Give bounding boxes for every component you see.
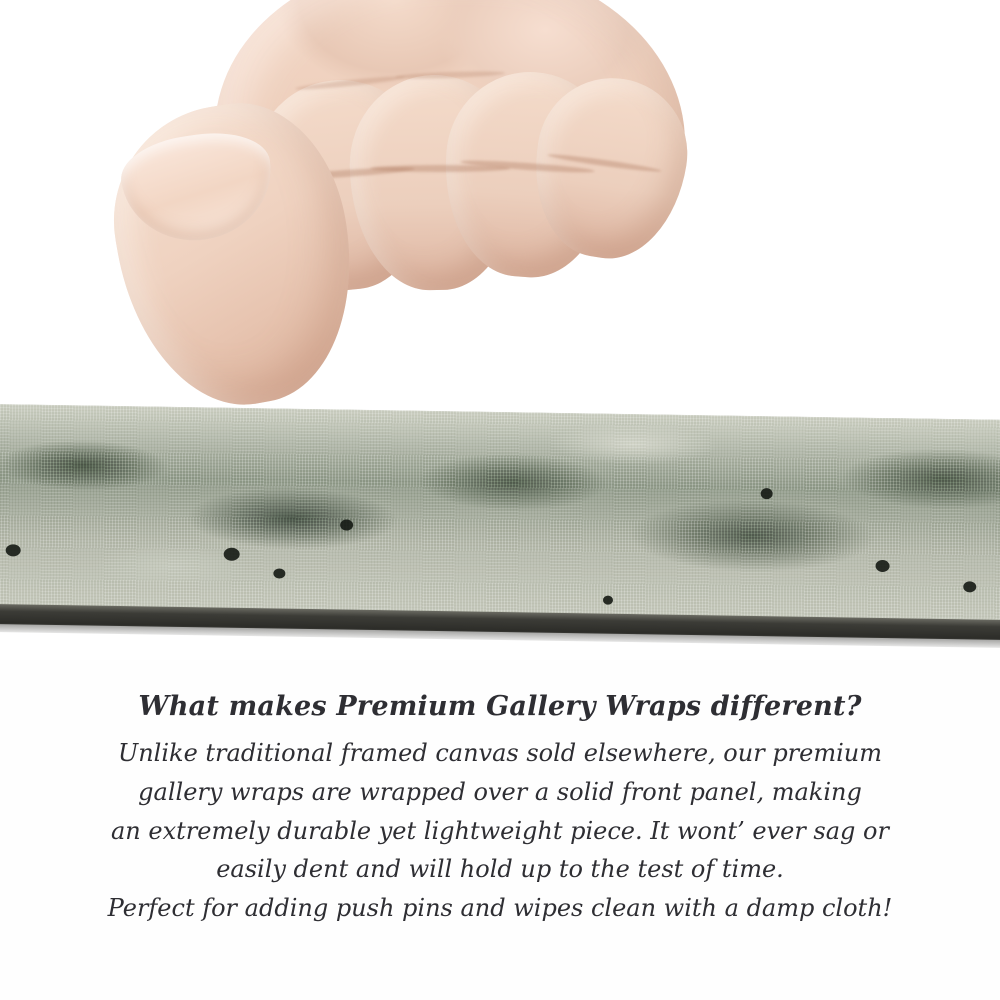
canvas-edge-strip: [0, 404, 1000, 648]
caption-headline: What makes Premium Gallery Wraps different?: [138, 691, 862, 722]
canvas-speck: [224, 548, 240, 561]
canvas-speck: [761, 488, 773, 499]
canvas-speck: [273, 568, 285, 578]
canvas-speck: [340, 519, 353, 530]
canvas-speck: [875, 560, 889, 572]
canvas-speck: [6, 544, 21, 556]
caption-line: gallery wraps are wrapped over a solid front panel, making: [138, 777, 862, 806]
canvas-speck: [963, 581, 976, 592]
caption-line: Perfect for adding push pins and wipes clean with a damp cloth!: [107, 894, 893, 923]
caption-line: an extremely durable yet lightweight piece. It wont’ ever sag or: [111, 816, 889, 845]
canvas-weave-texture: [0, 404, 1000, 625]
caption-line: easily dent and will hold up to the test of time.: [216, 855, 784, 884]
caption-line: Unlike traditional framed canvas sold elsewhere, our premium: [117, 738, 882, 767]
canvas-speck: [603, 596, 613, 605]
hand-graphic: [95, 0, 695, 430]
caption-block: [0, 690, 1000, 928]
